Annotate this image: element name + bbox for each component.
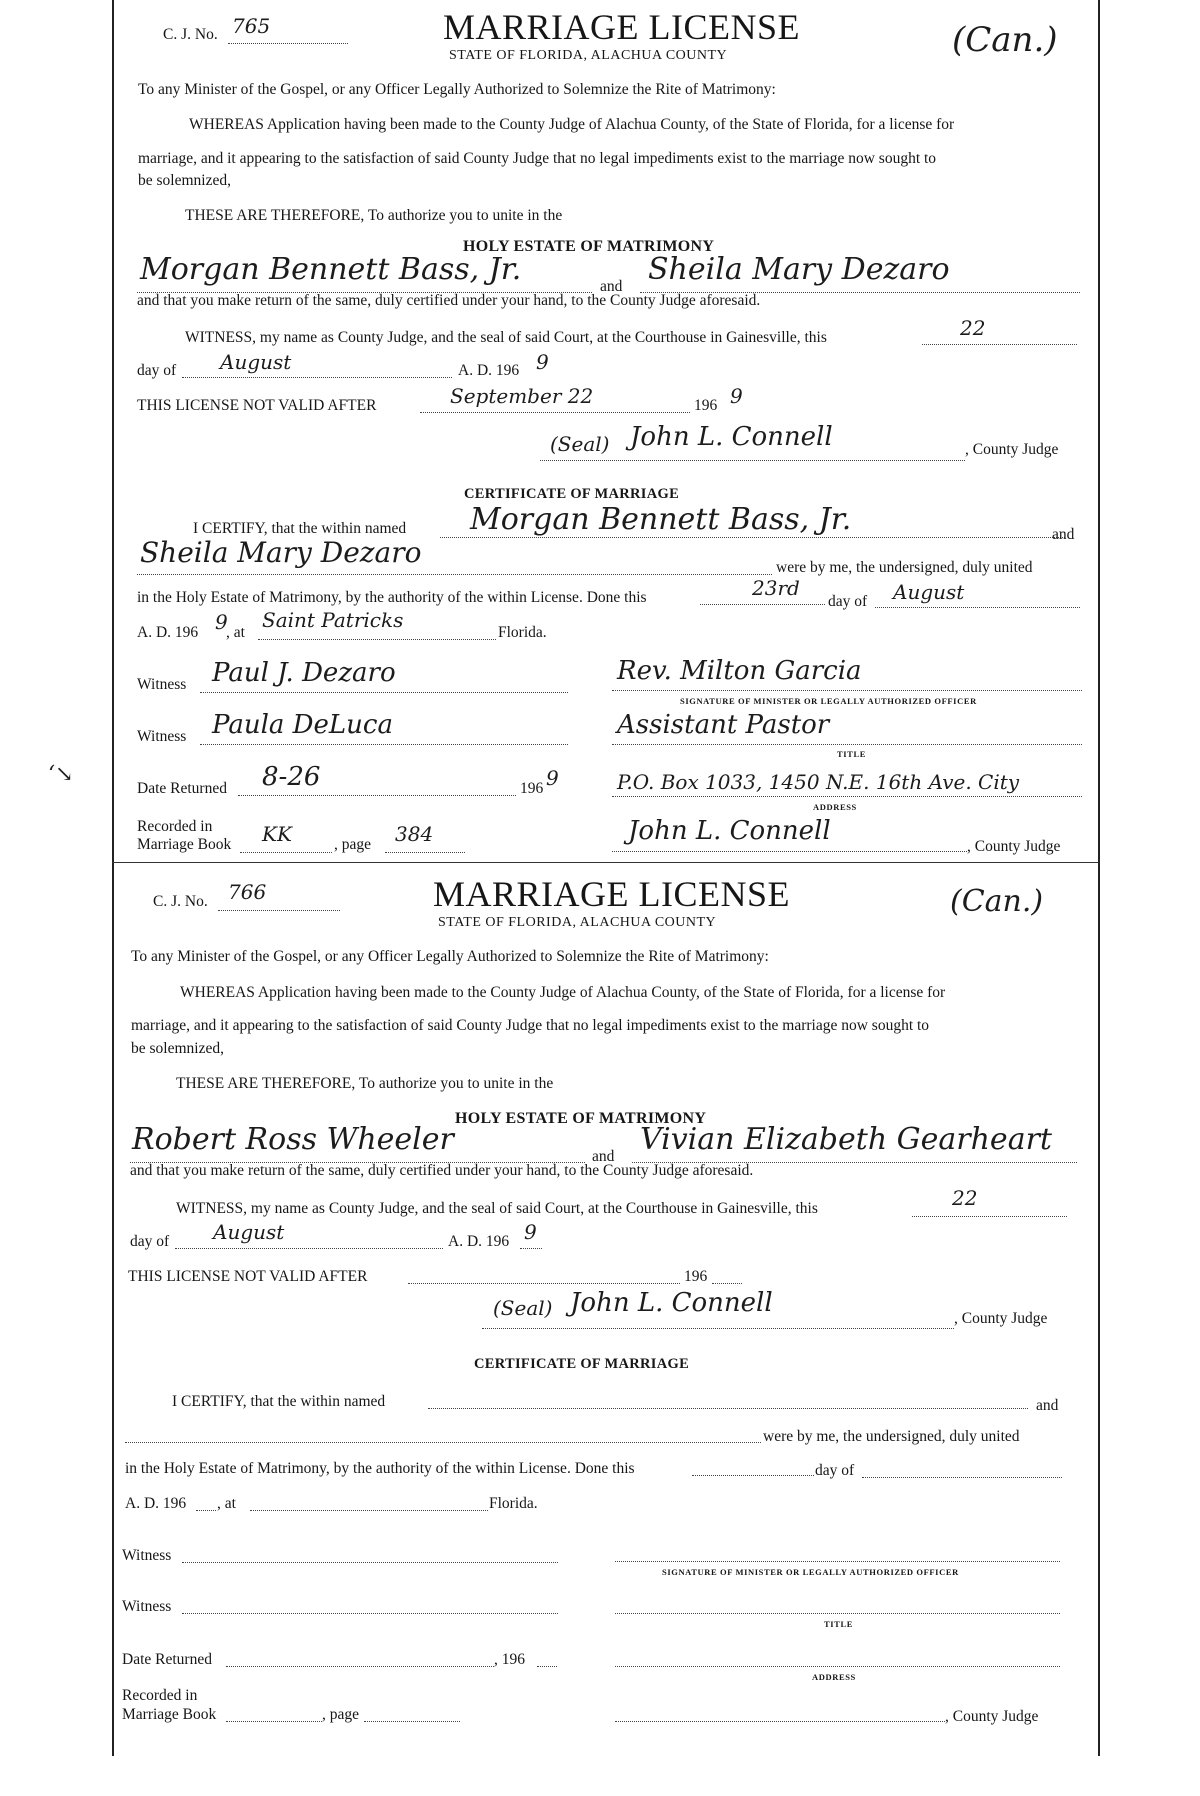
and-word: and: [592, 1148, 615, 1165]
not-valid-year-label: 196: [694, 397, 718, 414]
address-line: To any Minister of the Gospel, or any Officer Legally Authorized to Solemnize the Rite of Matrimony:: [131, 948, 769, 965]
license-title: MARRIAGE LICENSE: [443, 7, 800, 47]
witness-year: 9: [524, 1220, 537, 1244]
holy-line: in the Holy Estate of Matrimony, by the authority of the within License. Done this: [137, 589, 647, 606]
section-divider: [112, 862, 1098, 863]
holy-line: in the Holy Estate of Matrimony, by the authority of the within License. Done this: [125, 1460, 635, 1477]
seal-mark: (Seal): [493, 1296, 553, 1320]
date-returned-year-label: 196: [520, 780, 544, 797]
title-caption: TITLE: [837, 749, 866, 759]
certificate-name-2: Sheila Mary Dezaro: [140, 536, 422, 569]
cj-number-label: C. J. No.: [163, 26, 218, 43]
done-month: August: [893, 580, 965, 604]
witness-day: 22: [952, 1186, 978, 1210]
date-returned-year: 9: [546, 766, 559, 790]
united-label: were by me, the undersigned, duly united: [776, 559, 1033, 576]
corner-note: (Can.): [952, 20, 1058, 60]
done-day: 23rd: [752, 576, 800, 600]
witness-line: WITNESS, my name as County Judge, and the seal of said Court, at the Courthouse in Gainesville, this: [185, 329, 827, 346]
cj-number-label: C. J. No.: [153, 893, 208, 910]
day-of-label-cert: day of: [815, 1462, 855, 1479]
officer-signature: Rev. Milton Garcia: [617, 656, 862, 686]
judge-signature: John L. Connell: [570, 1288, 773, 1318]
license-subtitle: STATE OF FLORIDA, ALACHUA COUNTY: [438, 915, 717, 930]
witness-2-signature: Paula DeLuca: [212, 710, 393, 740]
witness-1-label: Witness: [137, 676, 187, 693]
return-line: and that you make return of the same, duly certified under your hand, to the County Judge aforesaid.: [137, 292, 761, 309]
ad-label: A. D. 196: [448, 1233, 510, 1250]
day-of-label-cert: day of: [828, 593, 868, 610]
groom-name: Morgan Bennett Bass, Jr.: [140, 252, 522, 287]
not-valid-year: 9: [730, 384, 743, 408]
whereas-line-2: marriage, and it appearing to the satisfaction of said County Judge that no legal impediments exist to the marriage now sought to: [131, 1017, 930, 1034]
whereas-line-3: be solemnized,: [138, 172, 231, 189]
return-line: and that you make return of the same, duly certified under your hand, to the County Judge aforesaid.: [130, 1162, 754, 1179]
address-caption: ADDRESS: [812, 1672, 856, 1682]
marriage-place: Saint Patricks: [262, 608, 404, 632]
certify-label: I CERTIFY, that the within named: [193, 520, 407, 537]
not-valid-date: September 22: [450, 384, 594, 408]
recorded-label-1: Recorded in: [122, 1687, 198, 1704]
title-caption: TITLE: [824, 1619, 853, 1629]
witness-1-label: Witness: [122, 1547, 172, 1564]
judge-signature-cert: John L. Connell: [628, 816, 831, 846]
at-label: , at: [217, 1495, 236, 1512]
license-subtitle: STATE OF FLORIDA, ALACHUA COUNTY: [449, 48, 728, 63]
officer-caption: SIGNATURE OF MINISTER OR LEGALLY AUTHORIZED OFFICER: [662, 1567, 959, 1577]
at-label: , at: [226, 624, 245, 641]
certificate-and: and: [1052, 526, 1075, 543]
marriage-book-value: KK: [262, 822, 292, 846]
officer-address: P.O. Box 1033, 1450 N.E. 16th Ave. City: [617, 770, 1020, 794]
page-label: , page: [322, 1706, 360, 1723]
certificate-heading: CERTIFICATE OF MARRIAGE: [464, 486, 680, 502]
certificate-heading: CERTIFICATE OF MARRIAGE: [474, 1356, 690, 1372]
day-of-label: day of: [137, 362, 177, 379]
certify-label: I CERTIFY, that the within named: [172, 1393, 386, 1410]
county-judge-label: , County Judge: [954, 1310, 1048, 1327]
witness-line: WITNESS, my name as County Judge, and the seal of said Court, at the Courthouse in Gainesville, this: [176, 1200, 818, 1217]
cj-number-value: 766: [228, 880, 267, 904]
ad-label-cert: A. D. 196: [137, 624, 199, 641]
bride-name: Vivian Elizabeth Gearheart: [640, 1122, 1052, 1157]
therefore-line: THESE ARE THEREFORE, To authorize you to unite in the: [176, 1075, 554, 1092]
corner-note: (Can.): [950, 884, 1044, 919]
ad-label-cert: A. D. 196: [125, 1495, 187, 1512]
witness-year: 9: [536, 350, 549, 374]
officer-caption: SIGNATURE OF MINISTER OR LEGALLY AUTHORIZED OFFICER: [680, 696, 977, 706]
address-caption: ADDRESS: [813, 802, 857, 812]
not-valid-year-label: 196: [684, 1268, 708, 1285]
date-returned-value: 8-26: [262, 762, 321, 792]
united-label: were by me, the undersigned, duly united: [763, 1428, 1020, 1445]
whereas-line-2: marriage, and it appearing to the satisfaction of said County Judge that no legal impediments exist to the marriage now sought to: [138, 150, 937, 167]
witness-2-label: Witness: [122, 1598, 172, 1615]
ad-year-cert: 9: [215, 610, 228, 634]
florida-label: Florida.: [489, 1495, 538, 1512]
not-valid-label: THIS LICENSE NOT VALID AFTER: [137, 397, 377, 414]
certificate-name-1: Morgan Bennett Bass, Jr.: [470, 502, 852, 537]
whereas-line-1: WHEREAS Application having been made to the County Judge of Alachua County, of the State of Florida, for a license for: [180, 984, 946, 1001]
recorded-label-2: Marriage Book: [122, 1706, 217, 1723]
groom-name: Robert Ross Wheeler: [132, 1122, 454, 1157]
date-returned-year-label: , 196: [494, 1651, 525, 1668]
county-judge-label-cert: , County Judge: [967, 838, 1061, 855]
recorded-label-2: Marriage Book: [137, 836, 232, 853]
therefore-line: THESE ARE THEREFORE, To authorize you to unite in the: [185, 207, 563, 224]
license-title: MARRIAGE LICENSE: [433, 874, 790, 914]
date-returned-label: Date Returned: [122, 1651, 212, 1668]
address-line: To any Minister of the Gospel, or any Officer Legally Authorized to Solemnize the Rite of Matrimony:: [138, 81, 776, 98]
page-label: , page: [334, 836, 372, 853]
county-judge-label: , County Judge: [965, 441, 1059, 458]
right-border-line: [1098, 0, 1100, 1756]
holy-estate-heading: HOLY ESTATE OF MATRIMONY: [463, 238, 715, 255]
left-border-line: [112, 0, 114, 1756]
page-value: 384: [395, 822, 434, 846]
whereas-line-1: WHEREAS Application having been made to the County Judge of Alachua County, of the State of Florida, for a license for: [189, 116, 955, 133]
witness-1-signature: Paul J. Dezaro: [212, 658, 396, 688]
recorded-label-1: Recorded in: [137, 818, 213, 835]
certificate-and: and: [1036, 1397, 1059, 1414]
officer-title: Assistant Pastor: [617, 710, 830, 740]
whereas-line-3: be solemnized,: [131, 1040, 224, 1057]
day-of-label: day of: [130, 1233, 170, 1250]
not-valid-label: THIS LICENSE NOT VALID AFTER: [128, 1268, 368, 1285]
bride-name: Sheila Mary Dezaro: [648, 252, 950, 287]
county-judge-label-cert: , County Judge: [945, 1708, 1039, 1725]
witness-2-label: Witness: [137, 728, 187, 745]
ad-label: A. D. 196: [458, 362, 520, 379]
witness-day: 22: [960, 316, 986, 340]
florida-label: Florida.: [498, 624, 547, 641]
and-word: and: [600, 278, 623, 295]
margin-scribble-mark: ‘↘: [48, 762, 74, 787]
cj-number-value: 765: [232, 14, 271, 38]
witness-month: August: [220, 350, 292, 374]
witness-month: August: [213, 1220, 285, 1244]
date-returned-label: Date Returned: [137, 780, 227, 797]
holy-estate-heading: HOLY ESTATE OF MATRIMONY: [455, 1110, 707, 1127]
seal-mark: (Seal): [550, 432, 610, 456]
judge-signature: John L. Connell: [630, 422, 833, 452]
